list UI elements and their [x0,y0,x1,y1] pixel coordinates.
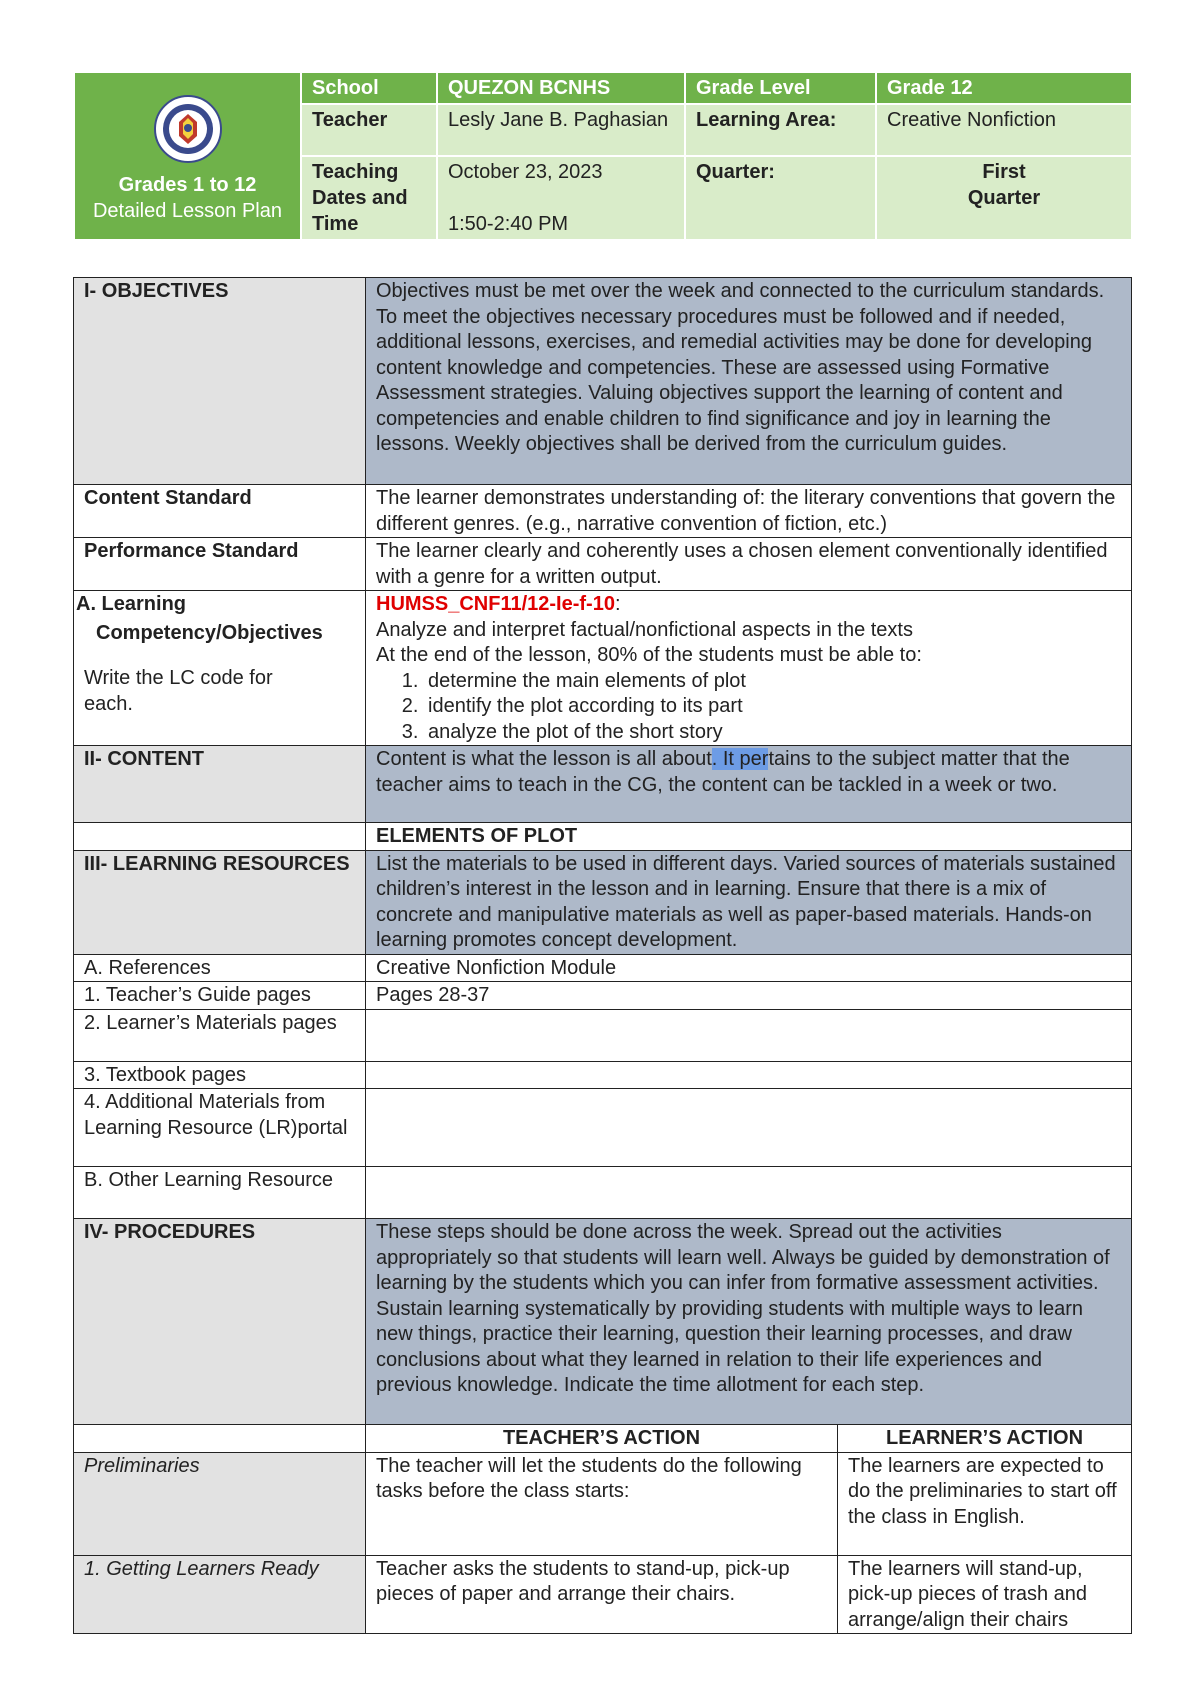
preliminaries-teacher: The teacher will let the students do the following tasks before the class starts: [366,1452,838,1555]
getting-ready-learner: The learners will stand-up, pick-up pieces of trash and arrange/align their chairs [838,1555,1132,1634]
teaching-dates-label: Teaching Dates and Time [301,156,437,240]
other-resources-label: B. Other Learning Resource [74,1167,366,1219]
content-standard-label: Content Standard [74,485,366,538]
list-item: 1. determine the main elements of plot [424,669,1121,695]
learning-area-label: Learning Area: [685,104,876,156]
references-value: Creative Nonfiction Module [366,954,1132,982]
content-standard-text: The learner demonstrates understanding of: the literary conventions that govern the different genres. (e.g., narrative convention of fiction, etc.) [366,485,1132,538]
teacher-action-header: TEACHER’S ACTION [366,1425,838,1453]
learning-competency-label-cell [74,591,366,746]
topic-empty-cell [74,823,366,851]
lc-line-2: At the end of the lesson, 80% of the students must be able to: [376,644,922,666]
content-text-b: tains to the subject matter that the teacher aims to teach in the CG, the content can be tackled in a week or two. [376,748,1070,796]
resources-label: III- LEARNING RESOURCES [74,850,366,954]
learning-competency-label-a: A. Learning [76,593,187,615]
quarter-label: Quarter: [685,156,876,240]
grade-level-label: Grade Level [685,72,876,104]
additional-materials-label: 4. Additional Materials from Learning Resource (LR)portal [74,1089,366,1167]
teacher-value: Lesly Jane B. Paghasian [437,104,685,156]
learners-materials-value [366,1009,1132,1061]
performance-standard-text: The learner clearly and coherently uses a chosen element conventionally identified with a genre for a written output. [366,538,1132,591]
content-text-highlight: . It per [711,748,769,770]
lc-code-suffix: : [614,593,621,615]
performance-standard-label: Performance Standard [74,538,366,591]
lc-code-note: Write the LC code for each. [84,667,273,715]
lc-line-1: Analyze and interpret factual/nonfictional aspects in the texts [376,618,913,641]
header-logo-cell [74,72,301,240]
textbook-value [366,1061,1132,1089]
getting-ready-label: 1. Getting Learners Ready [74,1555,366,1634]
objectives-text: Objectives must be met over the week and connected to the curriculum standards. To meet the objectives necessary procedures must be followed and if needed, additional lessons, exercises, and remedial activities may be done for developing content knowledge and competencies. These are assessed using Formative Assessment strategies. Valuing objectives support the learning of content and competencies and enable children to find significance and joy in learning the lessons. Weekly objectives shall be derived from the curriculum guides. [366,278,1132,485]
lesson-plan-header [73,71,1133,241]
procedures-label: IV- PROCEDURES [74,1219,366,1425]
learning-competency-content [366,591,1132,746]
objectives-label: I- OBJECTIVES [74,278,366,485]
quarter-value-text: First Quarter [967,161,1041,209]
lesson-plan-body [73,277,1132,1634]
content-text [366,746,1132,823]
deped-seal-icon [153,94,223,164]
learning-area-value: Creative Nonfiction [876,104,1132,156]
resources-text: List the materials to be used in different days. Varied sources of materials sustained children’s interest in the lesson and in learning. Ensure that there is a mix of concrete and manipulative materials as well as paper-based materials. Hands-on learning promotes concept development. [366,850,1132,954]
quarter-value [876,156,1132,240]
lc-code: HUMSS_CNF11/12-Ie-f-10 [376,593,615,615]
other-resources-value [366,1167,1132,1219]
teachers-guide-label: 1. Teacher’s Guide pages [74,982,366,1010]
teachers-guide-value: Pages 28-37 [366,982,1132,1010]
grades-label: Grades 1 to 12 [118,174,257,196]
preliminaries-label: Preliminaries [74,1452,366,1555]
school-value: QUEZON BCNHS [437,72,685,104]
additional-materials-value [366,1089,1132,1167]
content-label: II- CONTENT [74,746,366,823]
teacher-label: Teacher [301,104,437,156]
lc-objectives-list [376,669,1121,746]
learning-competency-label-b: Competency/Objectives [96,621,323,644]
getting-ready-teacher: Teacher asks the students to stand-up, pick-up pieces of paper and arrange their chairs. [366,1555,838,1634]
textbook-label: 3. Textbook pages [74,1061,366,1089]
list-item: 2. identify the plot according to its part [424,694,1121,720]
references-label: A. References [74,954,366,982]
dlp-label: Detailed Lesson Plan [92,200,282,222]
school-label: School [301,72,437,104]
list-item: 3. analyze the plot of the short story [424,720,1121,746]
learner-action-header: LEARNER’S ACTION [838,1425,1132,1453]
teaching-date-time [437,156,685,240]
learners-materials-label: 2. Learner’s Materials pages [74,1009,366,1061]
procedures-text: These steps should be done across the week. Spread out the activities appropriately so that students will learn well. Always be guided by demonstration of learning by the students which you can infer from formative assessment activities. Sustain learning systematically by providing students with multiple ways to learn new things, practice their learning, question their learning processes, and draw conclusions about what they learned in relation to their life experiences and previous knowledge. Indicate the time allotment for each step. [366,1219,1132,1425]
time-value: 1:50-2:40 PM [448,213,569,235]
content-text-a: Content is what the lesson is all about [376,748,712,770]
grade-level-value: Grade 12 [876,72,1132,104]
preliminaries-learner: The learners are expected to do the preliminaries to start off the class in English. [838,1452,1132,1555]
lesson-topic: ELEMENTS OF PLOT [366,823,1132,851]
date-value: October 23, 2023 [448,161,603,183]
procedures-header-empty [74,1425,366,1453]
